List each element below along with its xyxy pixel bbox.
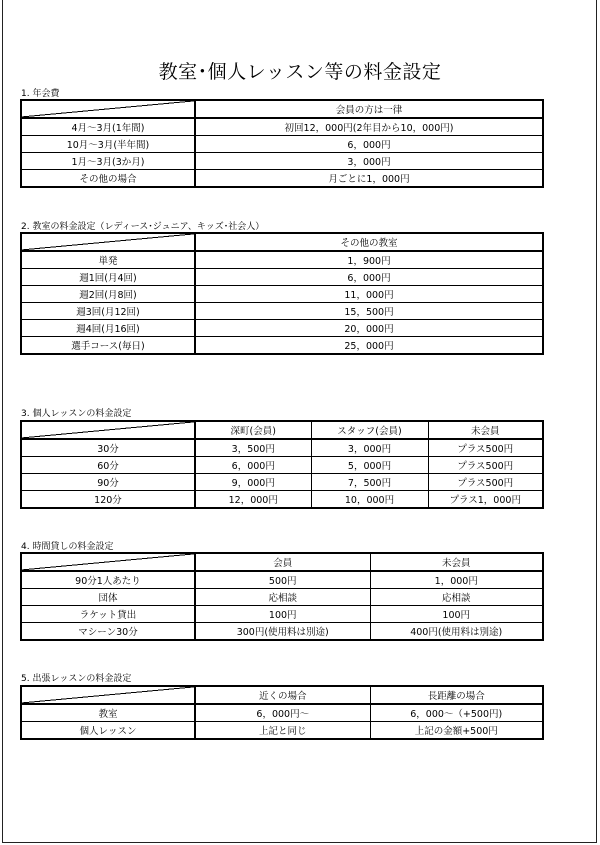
row-label: マシーン30分 — [21, 623, 195, 641]
table-row — [21, 269, 543, 286]
table-cell: 15，500円 — [195, 303, 543, 320]
section-heading-annual-fee: 1. 年会費 — [21, 89, 60, 99]
section-heading-class-fee: 2. 教室の料金設定（レディース･ジュニア、キッズ･社会人） — [21, 222, 265, 232]
row-label: 週1回(月4回) — [21, 269, 195, 286]
table-cell: 9，000円 — [195, 474, 311, 491]
row-label: その他の場合 — [21, 170, 195, 188]
table-row — [21, 303, 543, 320]
row-label: 120分 — [21, 491, 195, 509]
table-header-row — [21, 686, 543, 704]
column-header: 近くの場合 — [195, 686, 370, 704]
row-label: 単発 — [21, 251, 195, 269]
column-header: 会員の方は一律 — [195, 100, 543, 118]
section-heading-private-lesson-fee: 3. 個人レッスンの料金設定 — [21, 409, 132, 419]
section-heading-visiting-lesson-fee: 5. 出張レッスンの料金設定 — [21, 674, 132, 684]
table-cell: 10，000円 — [311, 491, 428, 509]
column-header: 未会員 — [370, 553, 543, 571]
row-label: 選手コース(毎日) — [21, 337, 195, 355]
section-heading-court-rental-fee: 4. 時間貸しの料金設定 — [21, 542, 114, 552]
row-label: ラケット貸出 — [21, 606, 195, 623]
table-cell: プラス1，000円 — [428, 491, 543, 509]
annual-fee-table — [20, 99, 544, 188]
table-header-row — [21, 553, 543, 571]
court-rental-fee-table — [20, 552, 544, 641]
table-cell: プラス500円 — [428, 474, 543, 491]
table-header-row — [21, 421, 543, 439]
row-label: 1月～3月(3か月) — [21, 153, 195, 170]
table-cell: 12，000円 — [195, 491, 311, 509]
table-row — [21, 571, 543, 589]
column-header: その他の教室 — [195, 233, 543, 251]
table-cell: 初回12，000円(2年目から10，000円) — [195, 118, 543, 136]
table-cell: 1，900円 — [195, 251, 543, 269]
table-row — [21, 286, 543, 303]
table-cell: 11，000円 — [195, 286, 543, 303]
row-label: 団体 — [21, 589, 195, 606]
table-cell: 25，000円 — [195, 337, 543, 355]
diagonal-header-cell — [21, 421, 195, 439]
table-cell: 6，000円 — [195, 136, 543, 153]
table-header-row — [21, 100, 543, 118]
class-fee-table — [20, 232, 544, 355]
row-label: 10月～3月(半年間) — [21, 136, 195, 153]
table-row — [21, 153, 543, 170]
table-cell: 500円 — [195, 571, 370, 589]
table-row — [21, 606, 543, 623]
page-title: 教室･個人レッスン等の料金設定 — [158, 61, 442, 83]
row-label: 30分 — [21, 439, 195, 457]
table-cell: 上記と同じ — [195, 722, 370, 740]
table-row — [21, 474, 543, 491]
table-cell: 3，500円 — [195, 439, 311, 457]
table-row — [21, 457, 543, 474]
table-cell: 3，000円 — [311, 439, 428, 457]
table-cell: 20，000円 — [195, 320, 543, 337]
table-cell: 300円(使用料は別途) — [195, 623, 370, 641]
table-row — [21, 118, 543, 136]
row-label: 90分 — [21, 474, 195, 491]
table-row — [21, 589, 543, 606]
table-row — [21, 439, 543, 457]
table-row — [21, 136, 543, 153]
table-row — [21, 251, 543, 269]
row-label: 週3回(月12回) — [21, 303, 195, 320]
table-cell: 上記の金額+500円 — [370, 722, 543, 740]
row-label: 週2回(月8回) — [21, 286, 195, 303]
row-label: 60分 — [21, 457, 195, 474]
table-row — [21, 491, 543, 509]
table-cell: プラス500円 — [428, 457, 543, 474]
table-row — [21, 337, 543, 355]
table-cell: 6，000～（+500円) — [370, 704, 543, 722]
column-header: スタッフ(会員) — [311, 421, 428, 439]
column-header: 深町(会員) — [195, 421, 311, 439]
table-row — [21, 170, 543, 188]
table-row — [21, 623, 543, 641]
table-row — [21, 722, 543, 740]
table-cell: 6，000円～ — [195, 704, 370, 722]
table-cell: 1，000円 — [370, 571, 543, 589]
diagonal-header-cell — [21, 100, 195, 118]
column-header: 未会員 — [428, 421, 543, 439]
column-header: 会員 — [195, 553, 370, 571]
table-row — [21, 320, 543, 337]
diagonal-header-cell — [21, 233, 195, 251]
table-cell: 6，000円 — [195, 269, 543, 286]
table-cell: 7，500円 — [311, 474, 428, 491]
table-cell: 応相談 — [370, 589, 543, 606]
row-label: 90分1人あたり — [21, 571, 195, 589]
table-cell: 3，000円 — [195, 153, 543, 170]
table-cell: 100円 — [195, 606, 370, 623]
row-label: 4月～3月(1年間) — [21, 118, 195, 136]
row-label: 週4回(月16回) — [21, 320, 195, 337]
table-cell: 応相談 — [195, 589, 370, 606]
diagonal-header-cell — [21, 686, 195, 704]
row-label: 教室 — [21, 704, 195, 722]
table-cell: 6，000円 — [195, 457, 311, 474]
row-label: 個人レッスン — [21, 722, 195, 740]
table-row — [21, 704, 543, 722]
table-cell: プラス500円 — [428, 439, 543, 457]
table-cell: 100円 — [370, 606, 543, 623]
private-lesson-fee-table — [20, 420, 544, 509]
table-header-row — [21, 233, 543, 251]
table-cell: 月ごとに1，000円 — [195, 170, 543, 188]
column-header: 長距離の場合 — [370, 686, 543, 704]
table-cell: 400円(使用料は別途) — [370, 623, 543, 641]
visiting-lesson-fee-table — [20, 685, 544, 740]
table-cell: 5，000円 — [311, 457, 428, 474]
diagonal-header-cell — [21, 553, 195, 571]
